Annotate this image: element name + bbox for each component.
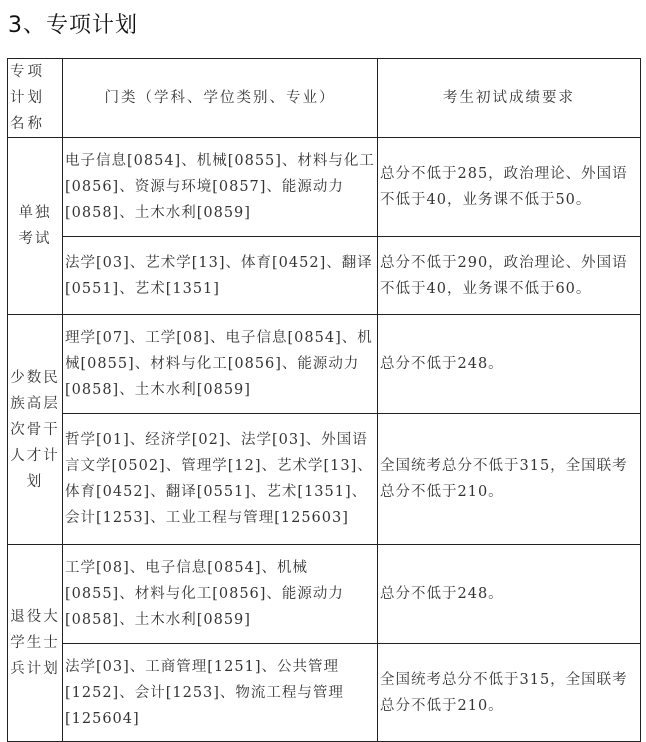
table-row bbox=[8, 414, 641, 545]
table-header-row bbox=[8, 59, 641, 138]
requirement-cell: 总分不低于285，政治理论、外国语不低于40，业务课不低于50。 bbox=[378, 138, 641, 237]
requirement-cell: 总分不低于248。 bbox=[378, 315, 641, 414]
requirement-cell: 总分不低于248。 bbox=[378, 545, 641, 644]
header-majors: 门类（学科、学位类别、专业） bbox=[63, 59, 378, 138]
header-plan-name: 专项计划名称 bbox=[8, 59, 63, 138]
table-row bbox=[8, 138, 641, 237]
header-requirement: 考生初试成绩要求 bbox=[378, 59, 641, 138]
plan-name-cell: 单独考试 bbox=[8, 138, 63, 315]
majors-cell: 理学[07]、工学[08]、电子信息[0854]、机械[0855]、材料与化工[0856]、能源动力[0858]、土木水利[0859] bbox=[63, 315, 378, 414]
majors-cell: 电子信息[0854]、机械[0855]、材料与化工[0856]、资源与环境[0857]、能源动力[0858]、土木水利[0859] bbox=[63, 138, 378, 237]
table-row bbox=[8, 545, 641, 644]
special-plan-table bbox=[7, 58, 641, 742]
majors-cell: 工学[08]、电子信息[0854]、机械[0855]、材料与化工[0856]、能源动力[0858]、土木水利[0859] bbox=[63, 545, 378, 644]
table-row bbox=[8, 644, 641, 742]
majors-cell: 法学[03]、工商管理[1251]、公共管理[1252]、会计[1253]、物流工程与管理[125604] bbox=[63, 644, 378, 742]
requirement-cell: 全国统考总分不低于315，全国联考总分不低于210。 bbox=[378, 644, 641, 742]
majors-cell: 法学[03]、艺术学[13]、体育[0452]、翻译[0551]、艺术[1351] bbox=[63, 237, 378, 315]
requirement-cell: 全国统考总分不低于315，全国联考总分不低于210。 bbox=[378, 414, 641, 545]
table-row bbox=[8, 315, 641, 414]
table-row bbox=[8, 237, 641, 315]
majors-cell: 哲学[01]、经济学[02]、法学[03]、外国语言文学[0502]、管理学[12]、艺术学[13]、体育[0452]、翻译[0551]、艺术[1351]、会计[1253]、工业工程与管理[125603] bbox=[63, 414, 378, 545]
requirement-cell: 总分不低于290，政治理论、外国语不低于40，业务课不低于60。 bbox=[378, 237, 641, 315]
plan-name-cell: 退役大学生士兵计划 bbox=[8, 545, 63, 742]
plan-name-cell: 少数民族高层次骨干人才计划 bbox=[8, 315, 63, 545]
section-heading: 3、专项计划 bbox=[8, 13, 138, 38]
